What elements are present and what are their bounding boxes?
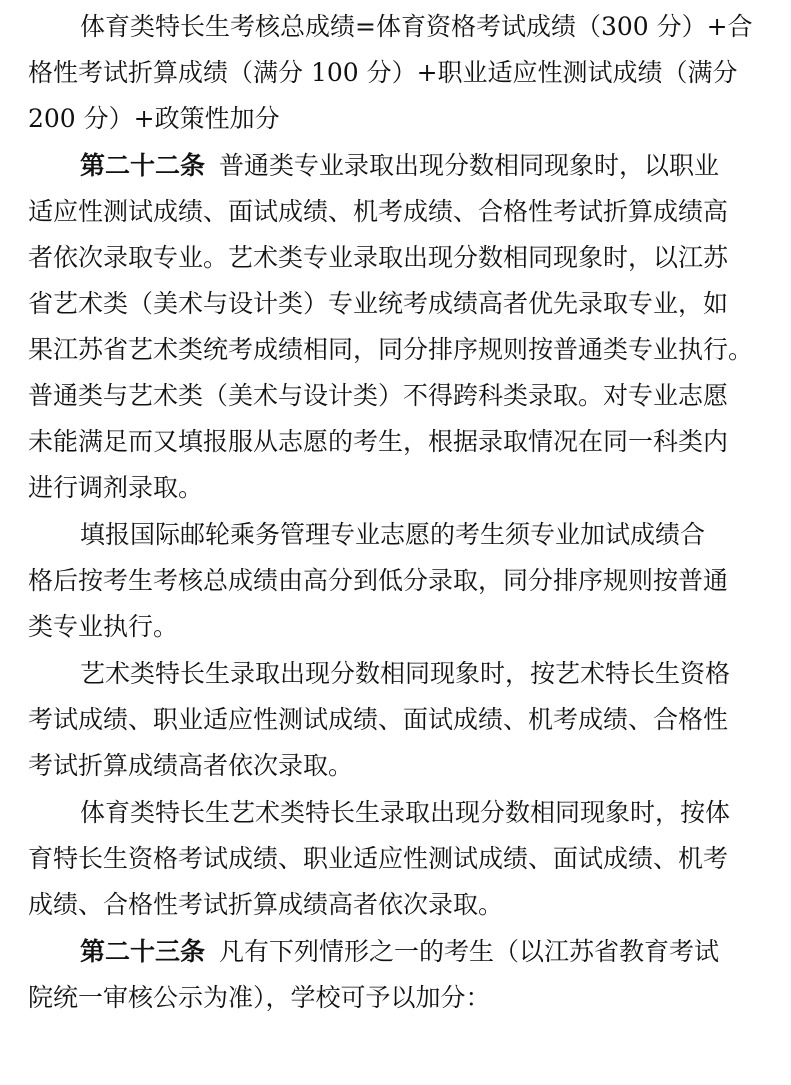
text-line: 体育类特长生考核总成绩=体育资格考试成绩（300 分）+合 (80, 12, 753, 41)
article-22-heading: 第二十二条 (80, 151, 206, 180)
text-line: 果江苏省艺术类统考成绩相同，同分排序规则按普通类专业执行。 (28, 335, 754, 364)
text-line: 填报国际邮轮乘务管理专业志愿的考生须专业加试成绩合 (80, 520, 706, 549)
article-23-text: 凡有下列情形之一的考生（以江苏省教育考试 (219, 937, 720, 966)
article-23-heading: 第二十三条 (80, 937, 206, 966)
text-line: 考试折算成绩高者依次录取。 (28, 751, 354, 780)
text-line: 未能满足而又填报服从志愿的考生，根据录取情况在同一科类内 (28, 427, 729, 456)
text-line: 省艺术类（美术与设计类）专业统考成绩高者优先录取专业，如 (28, 289, 729, 318)
text-line: 进行调剂录取。 (28, 473, 204, 502)
text-line: 200 分）+政策性加分 (28, 104, 280, 133)
text-line: 成绩、合格性考试折算成绩高者依次录取。 (28, 890, 504, 919)
text-line: 适应性测试成绩、面试成绩、机考成绩、合格性考试折算成绩高 (28, 197, 729, 226)
text-line: 院统一审核公示为准），学校可予以加分： (28, 983, 491, 1012)
text-line: 普通类与艺术类（美术与设计类）不得跨科类录取。对专业志愿 (28, 381, 729, 410)
text-line: 格性考试折算成绩（满分 100 分）+职业适应性测试成绩（满分 (28, 58, 738, 87)
text-line: 艺术类特长生录取出现分数相同现象时，按艺术特长生资格 (80, 659, 731, 688)
text-line: 育特长生资格考试成绩、职业适应性测试成绩、面试成绩、机考 (28, 844, 729, 873)
article-22-first-line (80, 143, 780, 189)
text-line: 类专业执行。 (28, 612, 179, 641)
text-line: 格后按考生考核总成绩由高分到低分录取，同分排序规则按普通 (28, 566, 729, 595)
text-line: 体育类特长生艺术类特长生录取出现分数相同现象时，按体 (80, 798, 731, 827)
article-22-text: 普通类专业录取出现分数相同现象时，以职业 (219, 151, 720, 180)
article-23-first-line (80, 929, 780, 975)
text-line: 考试成绩、职业适应性测试成绩、面试成绩、机考成绩、合格性 (28, 705, 729, 734)
text-line: 者依次录取专业。艺术类专业录取出现分数相同现象时，以江苏 (28, 243, 729, 272)
